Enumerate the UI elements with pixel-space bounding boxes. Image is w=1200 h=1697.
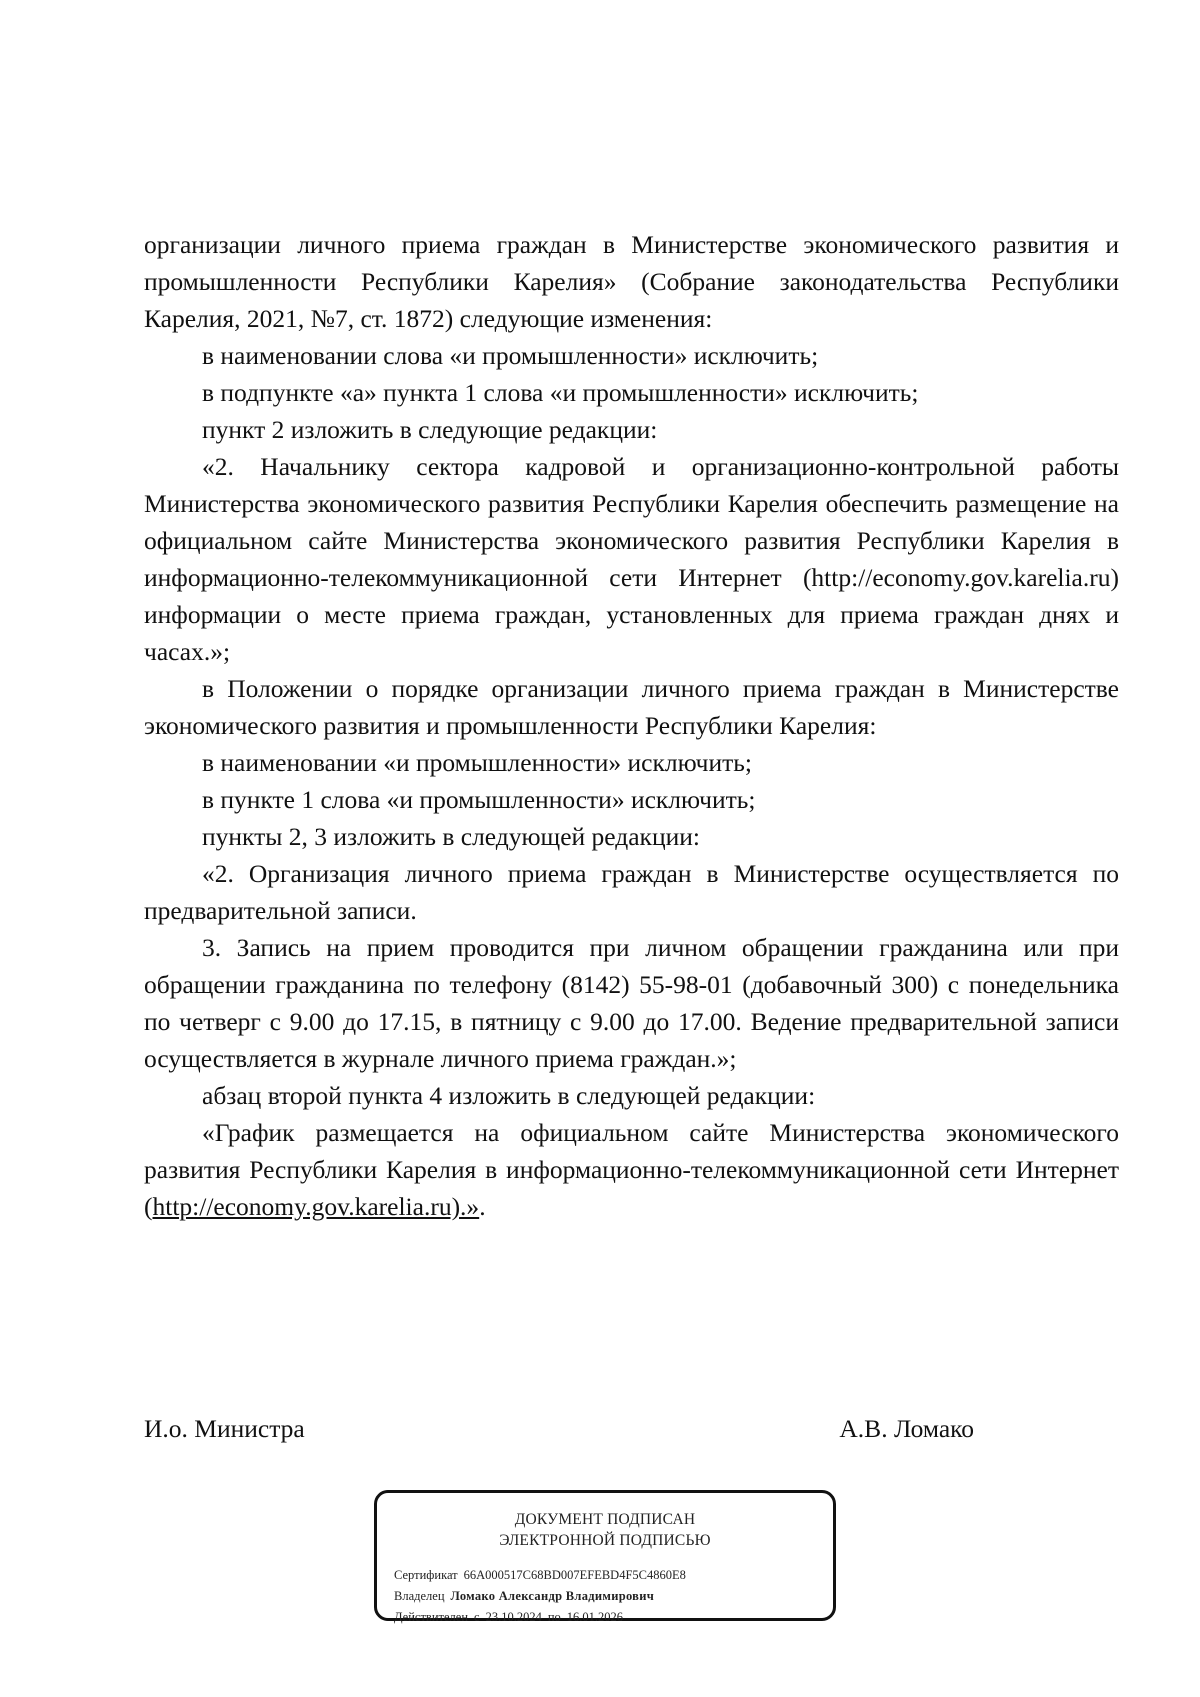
paragraph-new-point-2: «2. Организация личного приема граждан в Министерстве осуществляется по предварительной записи. [144,859,1119,925]
valid-to-label: по [547,1610,561,1624]
stamp-details [394,1565,823,1628]
valid-from-label: с [474,1610,480,1624]
signatory-position: И.о. Министра [144,1414,305,1443]
schedule-tail: . [479,1192,486,1221]
owner-label: Владелец [394,1589,445,1603]
owner-value: Ломако Александр Владимирович [450,1589,655,1603]
stamp-title-line-2: ЭЛЕКТРОННОЙ ПОДПИСЬЮ [499,1532,711,1549]
valid-label: Действителен [394,1610,469,1624]
paragraph-intro: организации личного приема граждан в Министерстве экономического развития и промышленности Республики Карелия» (Собрание законодательства Республики Карелия, 2021, №7, ст. 1872) следующие изменения: [144,230,1119,333]
paragraph-point-4-intro: абзац второй пункта 4 изложить в следующей редакции: [202,1081,816,1110]
paragraph-point-2-text: «2. Начальнику сектора кадровой и организационно-контрольной работы Министерства экономического развития Республики Карелия обеспечить размещение на официальном сайте Министерства экономического развития Республики Карелия в информационно-телекоммуникационной сети Интернет (http://economy.gov.karelia.ru) информации о месте приема граждан, установленных для приема граждан днях и часах.»; [144,452,1119,666]
stamp-title-line-1: ДОКУМЕНТ ПОДПИСАН [514,1511,696,1528]
electronic-signature-stamp [374,1490,836,1624]
stamp-title [377,1509,833,1551]
economy-site-link[interactable]: http://economy.gov.karelia.ru).» [152,1192,480,1221]
paragraph-change-subpoint: в подпункте «а» пункта 1 слова «и промышленности» исключить; [202,378,919,407]
paragraph-regulation: в Положении о порядке организации личного приема граждан в Министерстве экономического развития и промышленности Республики Карелия: [144,674,1119,740]
paragraph-new-point-3: 3. Запись на прием проводится при личном обращении гражданина или при обращении гражданина по телефону (8142) 55-98-01 (добавочный 300) с понедельника по четверг с 9.00 до 17.15, в пятницу с 9.00 до 17.00. Ведение предварительной записи осуществляется в журнале личного приема граждан.»; [144,933,1119,1073]
certificate-label: Сертификат [394,1568,458,1582]
stamp-validity-row [394,1607,823,1628]
valid-to: 16.01.2026 [566,1610,624,1624]
paragraph-regulation-point-1: в пункте 1 слова «и промышленности» исключить; [202,785,756,814]
stamp-owner-row [394,1586,823,1607]
paragraph-points-2-3-intro: пункты 2, 3 изложить в следующей редакции: [202,822,700,851]
signatory-name: А.В. Ломако [839,1414,974,1443]
paragraph-change-name: в наименовании слова «и промышленности» исключить; [202,341,819,370]
paragraph-schedule [144,1114,1119,1225]
paragraph-regulation-name: в наименовании «и промышленности» исключить; [202,748,752,777]
schedule-text: «График размещается на официальном сайте Министерства экономического развития Республики Карелия в информационно-телекоммуникационной сети Интернет ( [144,1118,1119,1221]
paragraph-point-2-intro: пункт 2 изложить в следующие редакции: [202,415,658,444]
valid-from: 23.10.2024 [485,1610,542,1624]
certificate-value: 66A000517C68BD007EFEBD4F5C4860E8 [463,1568,686,1582]
stamp-certificate-row [394,1565,823,1586]
document-body [144,226,1119,1225]
